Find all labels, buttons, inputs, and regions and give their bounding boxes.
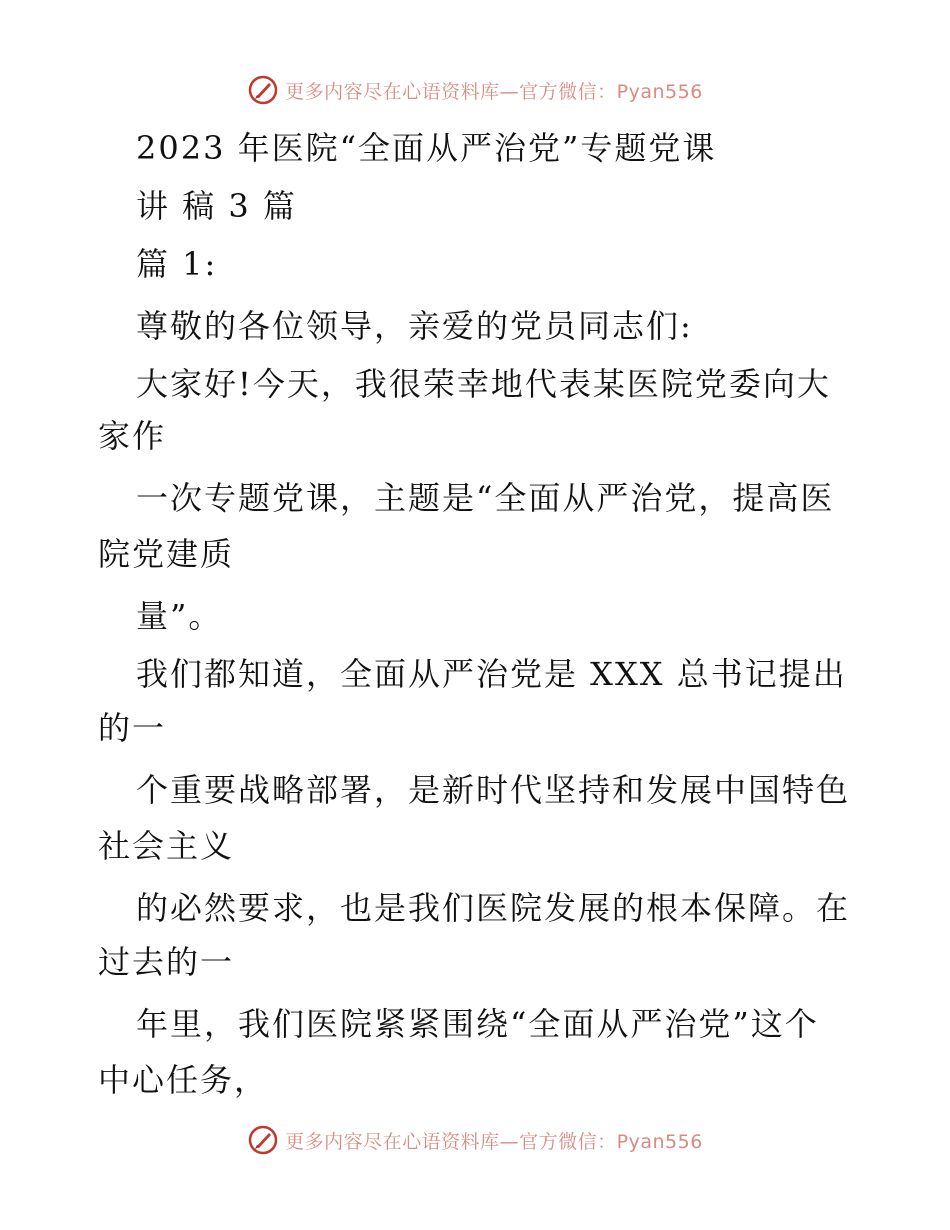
paragraph-line: 社会主义 — [98, 827, 235, 865]
footer-watermark-banner — [0, 1120, 950, 1160]
paragraph-line: 中心任务， — [98, 1061, 269, 1099]
section-heading: 篇 1: — [136, 245, 218, 283]
header-watermark-banner — [0, 70, 950, 110]
paragraph-line: 个重要战略部署，是新时代坚持和发展中国特色 — [136, 771, 851, 809]
watermark-text: 更多内容尽在心语资料库—官方微信：Pyan556 — [285, 1130, 703, 1153]
paragraph-line: 我们都知道，全面从严治党是 XXX 总书记提出 — [136, 655, 847, 693]
paragraph-line: 年里，我们医院紧紧围绕“全面从严治党”这个 — [136, 1005, 819, 1043]
salutation: 尊敬的各位领导，亲爱的党员同志们: — [136, 307, 693, 345]
paragraph-line: 院党建质 — [98, 535, 235, 573]
paragraph-line: 量”。 — [136, 597, 223, 635]
paragraph-line: 一次专题党课，主题是“全面从严治党，提高医 — [136, 479, 835, 517]
doc-title-line-2: 讲 稿 3 篇 — [136, 187, 297, 225]
quill-logo-icon — [247, 74, 279, 106]
watermark-text: 更多内容尽在心语资料库—官方微信：Pyan556 — [285, 80, 703, 103]
paragraph-line: 大家好!今天，我很荣幸地代表某医院党委向大 — [136, 365, 831, 403]
doc-title-line-1: 2023 年医院“全面从严治党”专题党课 — [136, 129, 717, 167]
paragraph-line: 的一 — [98, 709, 167, 747]
paragraph-line: 家作 — [98, 417, 167, 455]
paragraph-line: 的必然要求，也是我们医院发展的根本保障。在 — [136, 889, 851, 927]
quill-logo-icon — [247, 1124, 279, 1156]
paragraph-line: 过去的一 — [98, 943, 235, 981]
